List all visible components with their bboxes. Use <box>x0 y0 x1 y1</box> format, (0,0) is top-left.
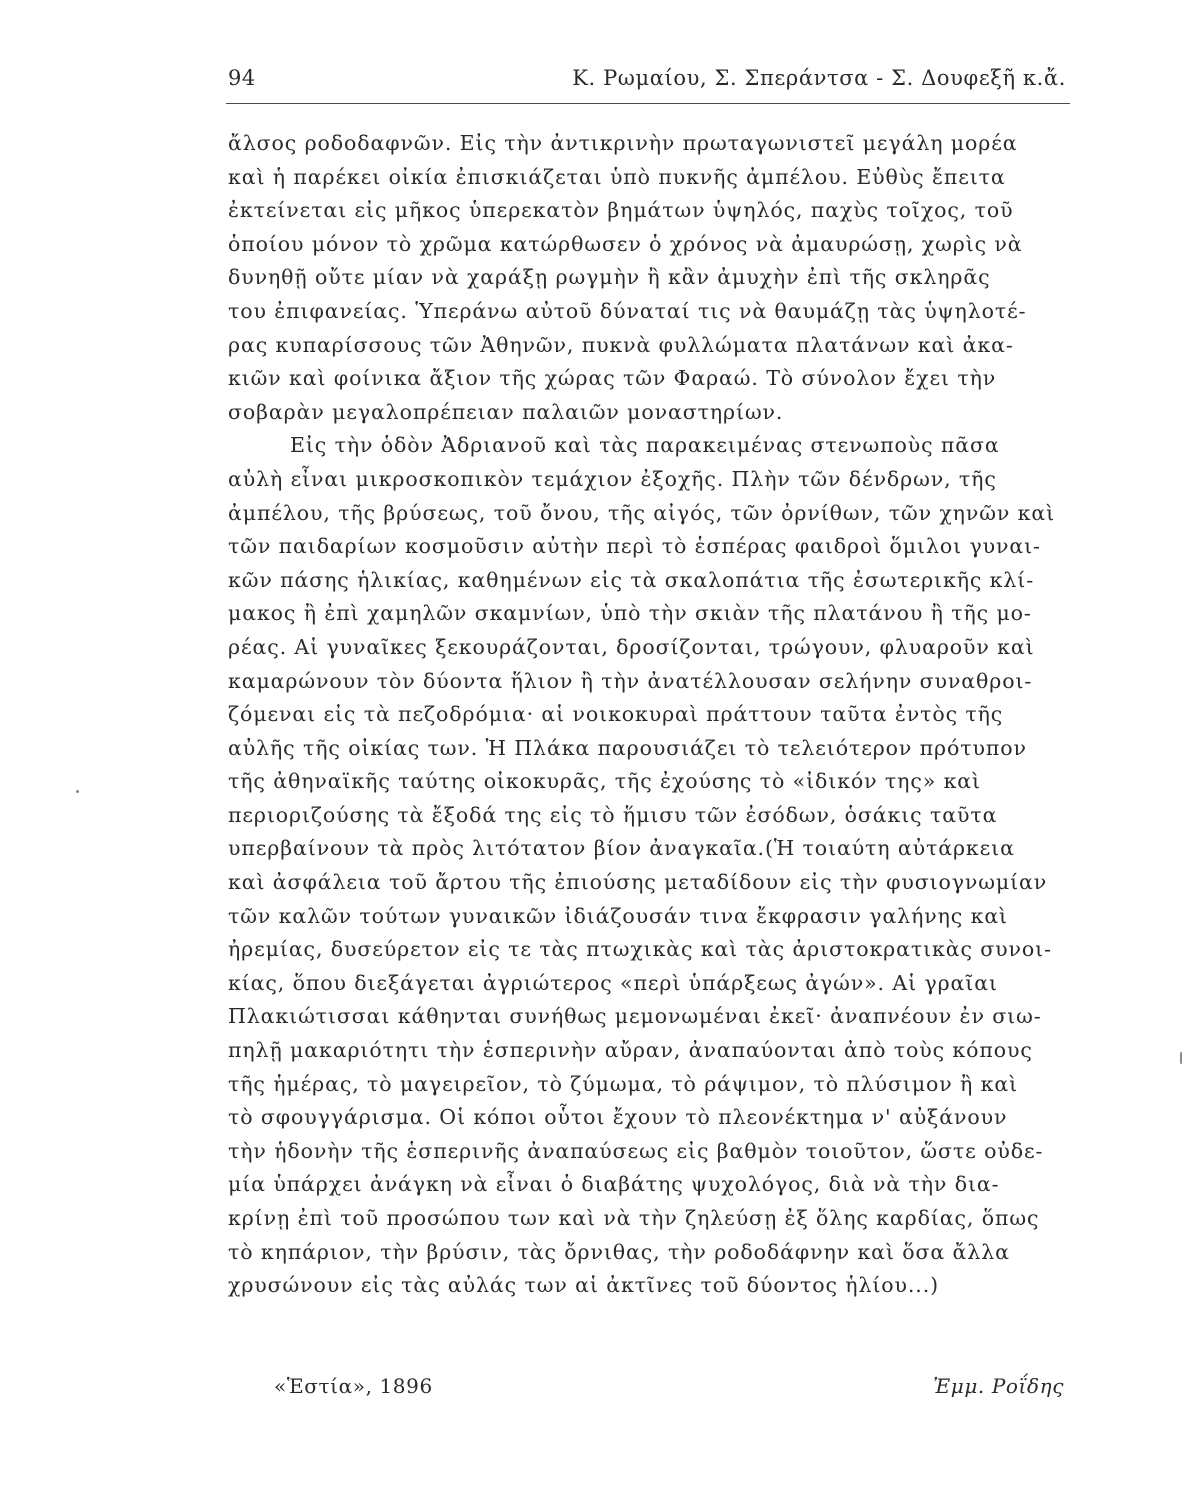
text-line: δυνηθῇ οὔτε μίαν νὰ χαράξῃ ρωγμὴν ἢ κἂν ἀμυχὴν ἐπὶ τῆς σκληρᾶς <box>228 265 991 290</box>
text-line: τῶν παιδαρίων κοσμοῦσιν αὐτὴν περὶ τὸ ἑσπέρας φαιδροὶ ὅμιλοι γυναι- <box>228 534 1041 559</box>
text-line: κίας, ὅπου διεξάγεται ἀγριώτερος «περὶ ὑπάρξεως ἀγών». Αἱ γραῖαι <box>228 970 998 995</box>
body-text <box>228 127 1078 1303</box>
text-line: ρας κυπαρίσσους τῶν Ἀθηνῶν, πυκνὰ φυλλώματα πλατάνων καὶ ἀκα- <box>228 332 1014 357</box>
text-line: ἐκτείνεται εἰς μῆκος ὑπερεκατὸν βημάτων ὑψηλός, παχὺς τοῖχος, τοῦ <box>228 198 1014 223</box>
text-line: περιοριζούσης τὰ ἔξοδά της εἰς τὸ ἥμισυ τῶν ἐσόδων, ὁσάκις ταῦτα <box>228 802 998 827</box>
text-line: κρίνῃ ἐπὶ τοῦ προσώπου των καὶ νὰ τὴν ζηλεύσῃ ἐξ ὅλης καρδίας, ὅπως <box>228 1206 1040 1230</box>
text-line: Πλακιώτισσαι κάθηνται συνήθως μεμονωμέναι ἐκεῖ· ἀναπνέουν ἐν σιω- <box>228 1004 1042 1029</box>
text-line: τῶν καλῶν τούτων γυναικῶν ἰδιάζουσάν τινα ἔκφρασιν γαλήνης καὶ <box>228 903 1008 928</box>
text-line: υπερβαίνουν τὰ πρὸς λιτότατον βίον ἀναγκαῖα.(Ἡ τοιαύτη αὐτάρκεια <box>228 836 1015 861</box>
text-line: αὐλῆς τῆς οἰκίας των. Ἡ Πλάκα παρουσιάζει τὸ τελειότερον πρότυπον <box>228 735 1027 760</box>
text-line: καὶ ἀσφάλεια τοῦ ἄρτου τῆς ἐπιούσης μεταδίδουν εἰς τὴν φυσιογνωμίαν <box>228 870 1048 895</box>
text-line: ὁποίου μόνον τὸ χρῶμα κατώρθωσεν ὁ χρόνος νὰ ἀμαυρώσῃ, χωρὶς νὰ <box>228 231 1023 256</box>
text-line: σοβαρὰν μεγαλοπρέπειαν παλαιῶν μοναστηρίων. <box>228 399 784 424</box>
text-line: μακος ἢ ἐπὶ χαμηλῶν σκαμνίων, ὑπὸ τὴν σκιὰν τῆς πλατάνου ἢ τῆς μο- <box>228 601 1032 626</box>
scan-speck <box>76 790 79 793</box>
scan-speck <box>1180 1052 1182 1064</box>
running-head: Κ. Ρωμαίου, Σ. Σπεράντσα - Σ. Δουφεξῆ κ.ἄ. <box>572 66 1066 90</box>
paragraph-start-line: Εἰς τὴν ὁδὸν Ἀδριανοῦ καὶ τὰς παρακειμένας στενωποὺς πᾶσα <box>290 433 1000 458</box>
text-line: ἀμπέλου, τῆς βρύσεως, τοῦ ὄνου, τῆς αἰγός, τῶν ὀρνίθων, τῶν χηνῶν καὶ <box>228 500 1056 525</box>
text-line: χρυσώνουν εἰς τὰς αὐλάς των αἱ ἀκτῖνες τοῦ δύοντος ἡλίου...) <box>228 1273 940 1298</box>
text-line: μία ὑπάρχει ἀνάγκη νὰ εἶναι ὁ διαβάτης ψυχολόγος, διὰ νὰ τὴν δια- <box>228 1172 1000 1197</box>
source-citation: «Ἑστία», 1896 <box>274 1374 433 1398</box>
text-line: ἠρεμίας, δυσεύρετον εἰς τε τὰς πτωχικὰς καὶ τὰς ἀριστοκρατικὰς συνοι- <box>228 937 1052 962</box>
text-line: τῆς ἡμέρας, τὸ μαγειρεῖον, τὸ ζύμωμα, τὸ ράψιμον, τὸ πλύσιμον ἢ καὶ <box>228 1071 1019 1096</box>
text-line: τὸ κηπάριον, τὴν βρύσιν, τὰς ὄρνιθας, τὴν ροδοδάφνην καὶ ὅσα ἄλλα <box>228 1239 1010 1264</box>
text-line: τὴν ἡδονὴν τῆς ἑσπερινῆς ἀναπαύσεως εἰς βαθμὸν τοιοῦτον, ὥστε οὐδε- <box>228 1138 1044 1163</box>
header-rule <box>226 103 1070 104</box>
author-name: Ἐμμ. Ροΐδης <box>933 1374 1064 1398</box>
text-line: κῶν πάσης ἡλικίας, καθημένων εἰς τὰ σκαλοπάτια τῆς ἐσωτερικῆς κλί- <box>228 567 1035 592</box>
text-line: αὐλὴ εἶναι μικροσκοπικὸν τεμάχιον ἐξοχῆς. Πλὴν τῶν δένδρων, τῆς <box>228 466 997 491</box>
text-line: καὶ ἡ παρέκει οἰκία ἐπισκιάζεται ὑπὸ πυκνῆς ἀμπέλου. Εὐθὺς ἔπειτα <box>228 164 1006 189</box>
text-line: κιῶν καὶ φοίνικα ἄξιον τῆς χώρας τῶν Φαραώ. Τὸ σύνολον ἔχει τὴν <box>228 366 997 391</box>
text-line: ζόμεναι εἰς τὰ πεζοδρόμια· αἱ νοικοκυραὶ πράττουν ταῦτα ἐντὸς τῆς <box>228 702 1004 727</box>
text-line: τὸ σφουγγάρισμα. Οἱ κόποι οὗτοι ἔχουν τὸ πλεονέκτημα ν' αὐξάνουν <box>228 1105 1008 1130</box>
text-line: πηλῇ μακαριότητι τὴν ἑσπερινὴν αὔραν, ἀναπαύονται ἀπὸ τοὺς κόπους <box>228 1038 1033 1063</box>
text-line: τῆς ἀθηναϊκῆς ταύτης οἰκοκυρᾶς, τῆς ἐχούσης τὸ «ἰδικόν της» καὶ <box>228 769 981 794</box>
page-header <box>228 66 1066 102</box>
text-line: ἄλσος ροδοδαφνῶν. Εἰς τὴν ἀντικρινὴν πρωταγωνιστεῖ μεγάλη μορέα <box>228 131 1018 155</box>
text-line: ρέας. Αἱ γυναῖκες ξεκουράζονται, δροσίζονται, τρώγουν, φλυαροῦν καὶ <box>228 634 1035 659</box>
page-number: 94 <box>228 66 256 90</box>
text-line: καμαρώνουν τὸν δύοντα ἥλιον ἢ τὴν ἀνατέλλουσαν σελήνην συναθροι- <box>228 668 1033 693</box>
text-line: του ἐπιφανείας. Ὑπεράνω αὐτοῦ δύναταί τις νὰ θαυμάζῃ τὰς ὑψηλοτέ- <box>228 298 1027 323</box>
page-footer <box>274 1374 1064 1404</box>
